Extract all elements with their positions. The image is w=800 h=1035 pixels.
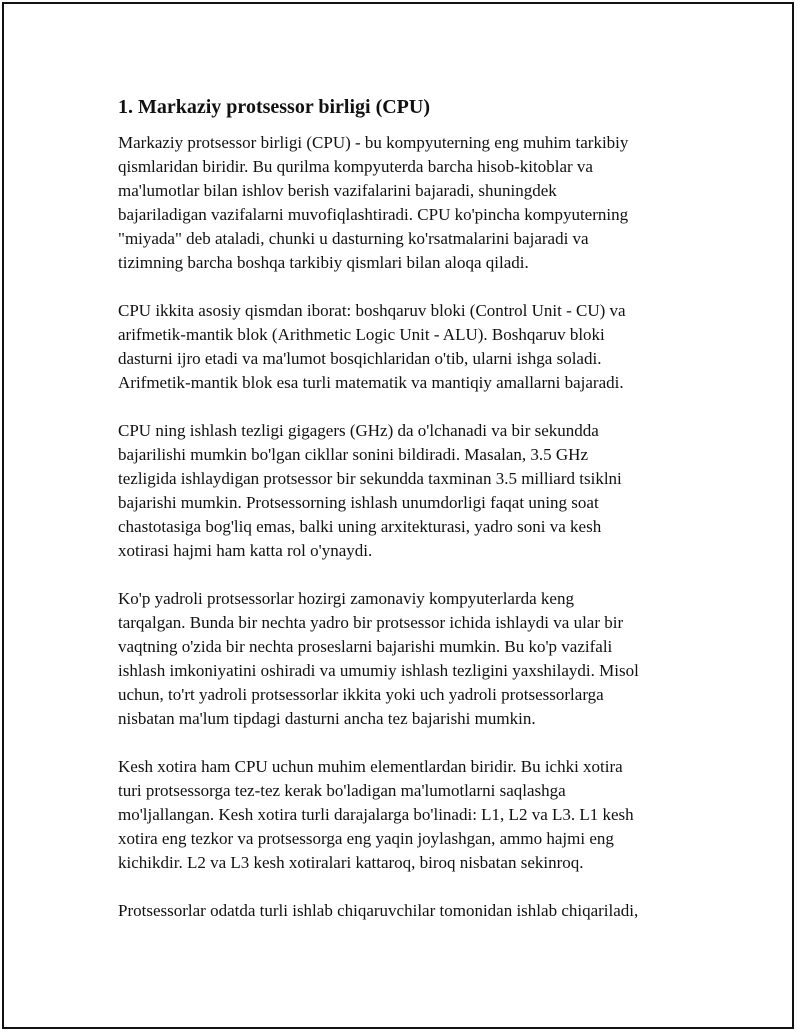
section-heading: 1. Markaziy protsessor birligi (CPU) bbox=[118, 96, 431, 118]
text-line: qismlaridan biridir. Bu qurilma kompyuterda barcha hisob-kitoblar va bbox=[118, 157, 593, 176]
text-line: mo'ljallangan. Kesh xotira turli darajalarga bo'linadi: L1, L2 va L3. L1 kesh bbox=[118, 805, 634, 824]
text-line: CPU ikkita asosiy qismdan iborat: boshqaruv bloki (Control Unit - CU) va bbox=[118, 301, 626, 320]
text-line: Ko'p yadroli protsessorlar hozirgi zamonaviy kompyuterlarda keng bbox=[118, 589, 574, 608]
text-line: bajarilishi mumkin bo'lgan cikllar sonini bildiradi. Masalan, 3.5 GHz bbox=[118, 445, 589, 464]
text-line: arifmetik-mantik blok (Arithmetic Logic Unit - ALU). Boshqaruv bloki bbox=[118, 325, 605, 344]
text-line: chastotasiga bog'liq emas, balki uning arxitekturasi, yadro soni va kesh bbox=[118, 517, 602, 536]
text-line: ma'lumotlar bilan ishlov berish vazifalarini bajaradi, shuningdek bbox=[118, 181, 557, 200]
text-line: ishlash imkoniyatini oshiradi va umumiy ishlash tezligini yaxshilaydi. Misol bbox=[118, 661, 639, 680]
document-body bbox=[118, 93, 698, 947]
text-line: Arifmetik-mantik blok esa turli matematik va mantiqiy amallarni bajaradi. bbox=[118, 373, 624, 392]
paragraph-multicore bbox=[118, 587, 698, 731]
text-line: Markaziy protsessor birligi (CPU) - bu kompyuterning eng muhim tarkibiy bbox=[118, 133, 629, 152]
paragraph-cpu-definition bbox=[118, 131, 698, 275]
text-line: kichikdir. L2 va L3 kesh xotiralari kattaroq, biroq nisbatan sekinroq. bbox=[118, 853, 584, 872]
text-line: bajarishi mumkin. Protsessorning ishlash unumdorligi faqat uning soat bbox=[118, 493, 599, 512]
text-line: bajariladigan vazifalarni muvofiqlashtiradi. CPU ko'pincha kompyuterning bbox=[118, 205, 629, 224]
text-line: tarqalgan. Bunda bir nechta yadro bir protsessor ichida ishlaydi va ular bir bbox=[118, 613, 624, 632]
text-line: "miyada" deb ataladi, chunki u dasturning ko'rsatmalarini bajaradi va bbox=[118, 229, 589, 248]
text-line: tezligida ishlaydigan protsessor bir sekundda taxminan 3.5 milliard tsiklni bbox=[118, 469, 622, 488]
text-line: xotirasi hajmi ham katta rol o'ynaydi. bbox=[118, 541, 373, 560]
paragraph-cpu-speed bbox=[118, 419, 698, 563]
text-line: tizimning barcha boshqa tarkibiy qismlari bilan aloqa qiladi. bbox=[118, 253, 529, 272]
text-line: CPU ning ishlash tezligi gigagers (GHz) da o'lchanadi va bir sekundda bbox=[118, 421, 599, 440]
paragraph-cache-memory bbox=[118, 755, 698, 875]
text-line: nisbatan ma'lum tipdagi dasturni ancha tez bajarishi mumkin. bbox=[118, 709, 536, 728]
text-line: turi protsessorga tez-tez kerak bo'ladigan ma'lumotlarni saqlashga bbox=[118, 781, 566, 800]
text-line: xotira eng tezkor va protsessorga eng yaqin joylashgan, ammo hajmi eng bbox=[118, 829, 614, 848]
paragraph-manufacturers bbox=[118, 899, 698, 923]
text-line: Kesh xotira ham CPU uchun muhim elementlardan biridir. Bu ichki xotira bbox=[118, 757, 623, 776]
text-line: vaqtning o'zida bir nechta proseslarni bajarishi mumkin. Bu ko'p vazifali bbox=[118, 637, 613, 656]
text-line: Protsessorlar odatda turli ishlab chiqaruvchilar tomonidan ishlab chiqariladi, bbox=[118, 901, 639, 920]
paragraph-cpu-components bbox=[118, 299, 698, 395]
text-line: dasturni ijro etadi va ma'lumot bosqichlaridan o'tib, ularni ishga soladi. bbox=[118, 349, 602, 368]
text-line: uchun, to'rt yadroli protsessorlar ikkita yoki uch yadroli protsessorlarga bbox=[118, 685, 604, 704]
